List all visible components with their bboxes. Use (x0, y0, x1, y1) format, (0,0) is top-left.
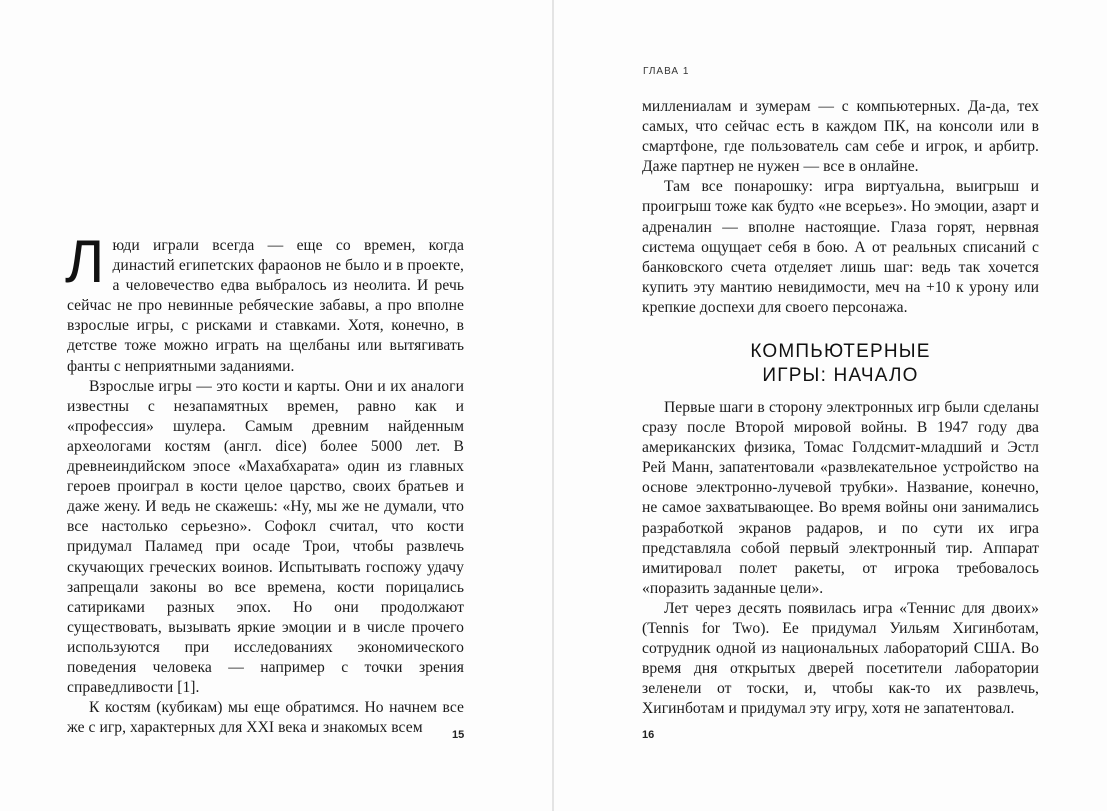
heading-line: ИГРЫ: НАЧАЛО (762, 365, 919, 386)
paragraph: Взрослые игры — это кости и карты. Они и их аналоги известны с незапамятных времен, равно как и «профессия» шулера. Самым древним найденным археологами костям (англ. dice) более 5000 лет. В древнеиндийском эпосе «Махабхарата» один из главных героев проиграл в кости целое царство, своих братьев и даже жену. И ведь не скажешь: «Ну, мы же не думали, что все настолько серьезно». Софокл считал, что кости придумал Паламед при осаде Трои, чтобы развлечь скучающих греческих воинов. Испытывать госпожу удачу запрещали законы во все времена, кости порицались сатириками разных эпох. Но они продолжают существовать, вызывать яркие эмоции и в числе прочего используются при исследованиях экономического поведения человека — например с точки зрения справедливости [1]. (67, 377, 464, 697)
left-page-body (65, 228, 464, 738)
page-number: 15 (452, 729, 465, 741)
paragraph: Первые шаги в сторону электронных игр были сделаны сразу после Второй мировой войны. В 1947 году два американских физика, Томас Голдсмит-младший и Эстл Рей Манн, запатентовали «развлекательное устройство на основе электронно-лучевой трубки». Название, конечно, не самое захватывающее. Во время войны они занимались разработкой экранов радаров, и по сути их игра представляла собой первый электронный тир. Аппарат имитировал полет ракеты, от игрока требовалось «поразить заданные цели». (642, 399, 1039, 597)
right-page-body-top (642, 97, 1039, 318)
drop-cap: Л (65, 228, 105, 295)
section-heading (642, 340, 1039, 388)
right-page (554, 0, 1107, 811)
heading-line: КОМПЬЮТЕРНЫЕ (750, 341, 931, 362)
page-number: 16 (642, 729, 655, 741)
paragraph: миллениалам и зумерам — с компьютерных. Да-да, тех самых, что сейчас есть в каждом ПК, на консоли или в смартфоне, где пользователь сам себе и игрок, и арбитр. Даже партнер не нужен — все в онлайне. (642, 98, 1039, 176)
paragraph: Лет через десять появилась игра «Теннис для двоих» (Tennis for Two). Ее придумал Уильям Хигинботам, сотрудник одной из национальных лабораторий США. Во время дня открытых дверей посетители лаборатории зеленели от тоски, и, чтобы как-то их развлечь, Хигинботам и придумал эту игру, хотя не запатентовал. (642, 599, 1039, 718)
right-page-body-bottom (642, 398, 1039, 720)
paragraph: Там все понарошку: игра виртуальна, выигрыш и проигрыш тоже как будто «не всерьез». Но эмоции, азарт и адреналин — вполне настоящие. Глаза горят, нервная система ощущает себя в бою. А от реальных списаний с банковского счета отделяет лишь шаг: ведь так хочется купить эту мантию невидимости, меч на +10 к урону или крепкие доспехи для своего персонажа. (642, 178, 1039, 316)
paragraph: К костям (кубикам) мы еще обратимся. Но начнем все же с игр, характерных для XXI века и знакомых всем (67, 699, 464, 737)
paragraph (65, 228, 464, 377)
running-head: ГЛАВА 1 (643, 66, 690, 77)
left-page (0, 0, 553, 811)
paragraph-text: юди играли всегда — еще со времен, когда династий египетских фараонов не было и в проекте, а человечество едва выбралось из неолита. И речь сейчас не про невинные ребяческие забавы, а про вполне взрослые игры, с рисками и ставками. Хотя, конечно, в детстве тоже можно играть на щелбаны или вытягивать фанты с неприятными заданиями. (67, 237, 464, 375)
